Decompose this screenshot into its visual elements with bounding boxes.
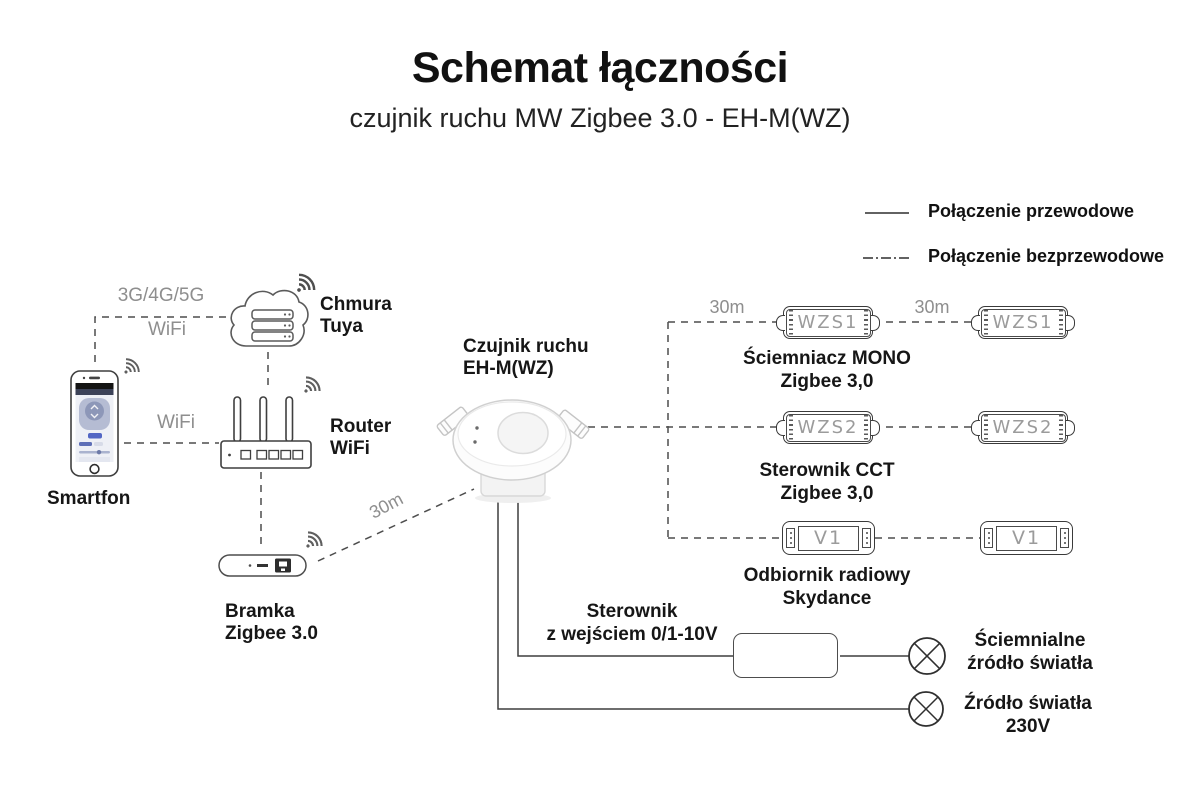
device-wzs2-unit2 [978, 411, 1068, 444]
legend-wireless-label: Połączenie bezprzewodowe [928, 246, 1165, 266]
mains-light-label-line1: Źródło światła [964, 693, 1092, 714]
sensor-label-line2: EH-M(WZ) [463, 358, 554, 379]
device-name: WZS2 [797, 417, 859, 438]
device-name: WZS1 [797, 312, 859, 333]
smartphone-icon [71, 371, 118, 476]
device-name: V1 [1011, 527, 1042, 549]
label-wifi-cloud: WiFi [148, 319, 186, 340]
phone-wifi-icon [119, 357, 142, 380]
sensor-label-line1: Czujnik ruchu [463, 336, 589, 357]
row2-desc-line1: Sterownik CCT [759, 460, 895, 481]
cloud-icon [231, 291, 308, 346]
driver-label-line1: Sterownik [586, 601, 678, 622]
label-range-row1-right: 30m [914, 297, 950, 317]
mains-light-label-line2: 230V [1005, 716, 1051, 737]
cloud-label-line2: Tuya [320, 316, 363, 337]
device-wzs2-unit1 [783, 411, 873, 444]
dimmable-light-label-line2: źródło światła [967, 653, 1093, 674]
dimmable-light-label-line1: Ściemnialne [974, 630, 1086, 651]
row1-desc-line2: Zigbee 3,0 [780, 371, 874, 392]
gateway-label-line2: Zigbee 3.0 [225, 623, 318, 644]
driver-box [733, 633, 838, 678]
router-label-line1: Router [330, 416, 392, 437]
label-range-row1-left: 30m [709, 297, 745, 317]
router-wifi-icon [298, 375, 322, 399]
device-wzs1-unit1 [783, 306, 873, 339]
page-subtitle: czujnik ruchu MW Zigbee 3.0 - EH-M(WZ) [349, 103, 851, 133]
smartphone-label: Smartfon [47, 488, 131, 509]
device-name: V1 [813, 527, 844, 549]
row1-desc-line1: Ściemniacz MONO [743, 348, 911, 369]
label-range-gateway: 30m [366, 488, 407, 523]
row2-desc-line2: Zigbee 3,0 [780, 483, 874, 504]
device-name: WZS1 [992, 312, 1054, 333]
device-wzs1-unit2 [978, 306, 1068, 339]
label-cellular: 3G/4G/5G [117, 285, 205, 306]
page-title: Schemat łączności [411, 44, 789, 92]
motion-sensor-icon [436, 400, 589, 503]
device-v1-unit1 [782, 521, 875, 555]
driver-label-line2: z wejściem 0/1-10V [546, 624, 718, 645]
gateway-wifi-icon [300, 530, 324, 554]
device-name: WZS2 [992, 417, 1054, 438]
label-wifi-router: WiFi [157, 412, 195, 433]
device-v1-unit2 [980, 521, 1073, 555]
cloud-label-line1: Chmura [320, 294, 392, 315]
gateway-icon [219, 555, 306, 576]
gateway-label-line1: Bramka [225, 601, 295, 622]
legend-wired-label: Połączenie przewodowe [928, 201, 1135, 221]
router-icon [221, 397, 311, 468]
row3-desc-line1: Odbiornik radiowy [743, 565, 911, 586]
row3-desc-line2: Skydance [782, 588, 872, 609]
router-label-line2: WiFi [330, 438, 370, 459]
